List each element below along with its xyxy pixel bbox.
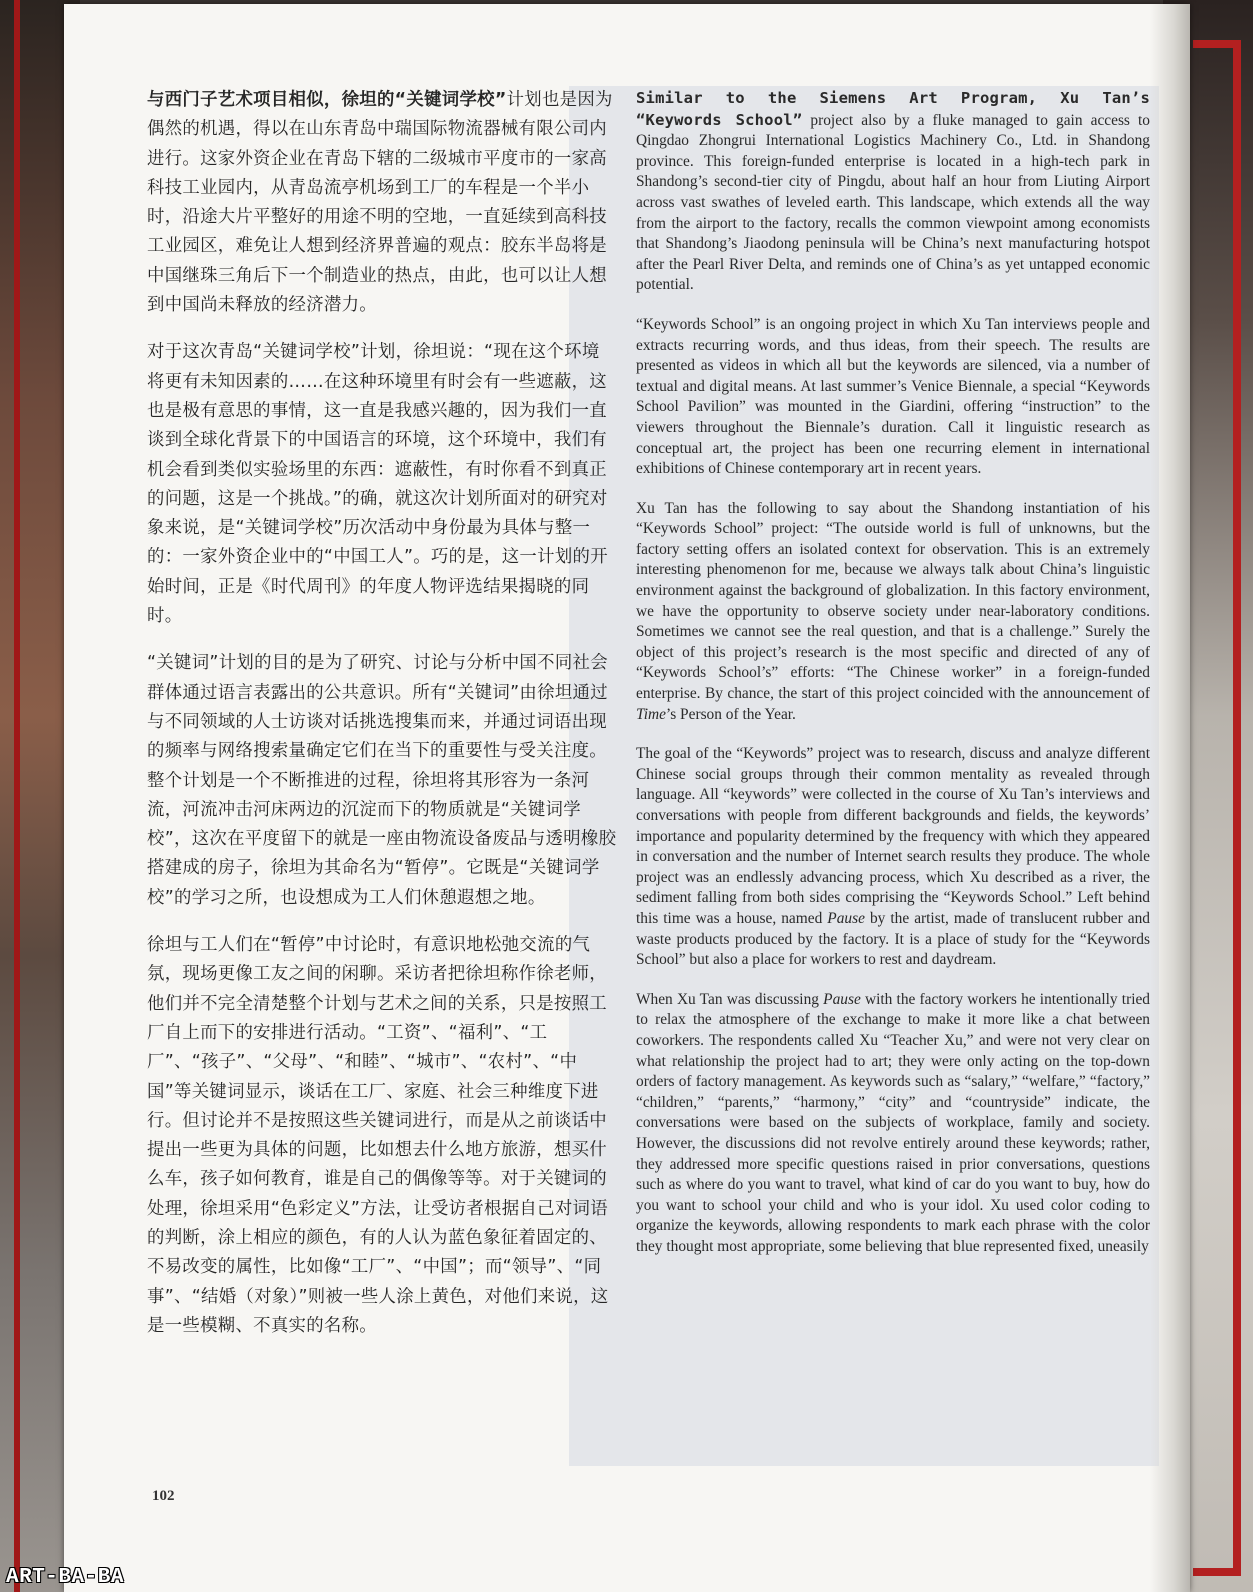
chinese-paragraph-4: 徐坦与工人们在“暂停”中讨论时，有意识地松弛交流的气氛，现场更像工友之间的闲聊。采访者把徐坦称作徐老师，他们并不完全清楚整个计划与艺术之间的关系，只是按照工厂自上而下的安排进行活动。“工资”、“福利”、“工厂”、“孩子”、“父母”、“和睦”、“城市”、“农村”、“中国”等关键词显示，谈话在工厂、家庭、社会三种维度下进行。但讨论并不是按照这些关键词进行，而是从之前谈话中提出一些更为具体的问题，比如想去什么地方旅游，想买什么车，孩子如何教育，谁是自己的偶像等等。对于关键词的处理，徐坦采用“色彩定义”方法，让受访者根据自己对词语的判断，涂上相应的颜色，有的人认为蓝色象征着固定的、不易改变的属性，比如像“工厂”、“中国”；而“领导”、“同事”、“结婚（对象）”则被一些人涂上黄色，对他们来说，这是一些模糊、不真实的名称。 — [147, 935, 609, 1336]
page-number: 102 — [152, 1488, 175, 1504]
artwork-title-italic: Pause — [823, 990, 861, 1008]
english-paragraph-3 — [636, 499, 1150, 726]
english-paragraph-5 — [636, 990, 1150, 1258]
english-paragraph-1 — [636, 88, 1150, 296]
red-frame-decoration — [1193, 40, 1241, 1576]
english-paragraph-2: “Keywords School” is an ongoing project in which Xu Tan interviews people and extracts recurring words, and thus ideas, from their speech. The results are presented as videos in which all but the keywords are silenced, via a number of textual and digital means. At last summer’s Venice Biennale, a special “Keywords School Pavilion” was mounted in the Giardini, offering “instruction” to the viewers throughout the Biennale’s duration. Call it linguistic research as conceptual art, the project has been one recurring element in international exhibitions of Chinese contemporary art in recent years. — [636, 315, 1150, 478]
english-paragraph-5-text: When Xu Tan was discussing — [636, 990, 824, 1008]
english-paragraph-1-text: project also by a fluke managed to gain access to Qingdao Zhongrui International Logistics Machinery Co., Ltd. in Shandong province. This foreign-funded enterprise is located in a high-tech park in Shandong’s second-tier city of Pingdu, about half an hour from Liuting Airport across vast swathes of leveled earth. This landscape, which extends all the way from the airport to the factory, recalls the common viewpoint among economists that Shandong’s Jiaodong peninsula will be China’s next manufacturing hotspot after the Pearl River Delta, and reminds one of China’s as yet untapped economic potential. — [636, 111, 1150, 294]
english-text-column — [636, 88, 1150, 1276]
page-fold-shadow — [1150, 4, 1190, 1592]
magazine-page — [64, 4, 1190, 1592]
artwork-title-italic: Pause — [827, 909, 865, 927]
english-paragraph-3-text: Xu Tan has the following to say about the Shandong instantiation of his “Keywords School” project: “The outside world is full of unknowns, but the factory setting offers an isolated context for observation. This is an extremely interesting phenomenon for me, because we always talk about China’s linguistic environment against the background of globalization. In this factory environment, we have the opportunity to observe society under near-laboratory conditions. Sometimes we cannot see the real question, and that is a challenge.” Surely the object of this project’s research is the most specific and directed of any of “Keywords School’s” efforts: “The Chinese worker” in a foreign-funded enterprise. By chance, the start of this project coincided with the announcement of — [636, 499, 1150, 703]
english-paragraph-4-text: The goal of the “Keywords” project was to research, discuss and analyze different Chinese social groups through their common mentality as revealed through language. All “keywords” were collected in the course of Xu Tan’s interviews and conversations with people from different backgrounds and fields, the keywords’ importance and popularity determined by the frequency with which they appeared in conversation and the number of Internet search results they produce. The whole project was an endlessly advancing process, which Xu described as a river, the sediment falling from both sides comprising the “Keywords School.” Left behind this time was a house, named — [636, 745, 1150, 927]
english-paragraph-4 — [636, 744, 1150, 971]
english-paragraph-5-end: with the factory workers he intentionally tried to relax the atmosphere of the exchange to make it more like a chat between coworkers. The respondents called Xu “Teacher Xu,” and were not very clear on what relationship the project had to art; they were only acting on the top-down orders of factory management. As keywords such as “salary,” “welfare,” “factory,” “children,” “parents,” “harmony,” “city” and “countryside” indicate, the conversations were based on the subjects of workplace, family and society. However, the discussions did not revolve entirely around these keywords; rather, they addressed more specific questions raised in prior conversations, questions such as where do you want to travel, what kind of car do you want to buy, how do you want to school your child and who is your idol. Xu used color coding to organize the keywords, allowing respondents to mark each phrase with the color they thought most appropriate, some believing that blue represented fixed, uneasily — [636, 990, 1150, 1255]
english-paragraph-4-end: by the artist, made of translucent rubber and waste products produced by the factory. It is a place of study for the “Keywords School” but also a place for workers to rest and daydream. — [636, 909, 1150, 969]
chinese-paragraph-1 — [147, 86, 617, 320]
english-paragraph-3-end: ’s Person of the Year. — [665, 705, 796, 723]
red-pipe-decoration — [14, 0, 20, 1592]
chinese-lead-text: 与西门子艺术项目相似，徐坦的“关键词学校” — [147, 90, 507, 110]
watermark-logo: ART-BA-BA — [6, 1566, 124, 1589]
magazine-title-italic: Time — [636, 705, 666, 723]
chinese-text-column — [147, 86, 617, 1359]
chinese-paragraph-2: 对于这次青岛“关键词学校”计划，徐坦说：“现在这个环境将更有未知因素的……在这种环境里有时会有一些遮蔽，这也是极有意思的事情，这一直是我感兴趣的，因为我们一直谈到全球化背景下的中国语言的环境，这个环境中，我们有机会看到类似实验场里的东西：遮蔽性，有时你看不到真正的问题，这是一个挑战。”的确，就这次计划所面对的研究对象来说，是“关键词学校”历次活动中身份最为具体与整一的：一家外资企业中的“中国工人”。巧的是，这一计划的开始时间，正是《时代周刊》的年度人物评选结果揭晓的同时。 — [147, 342, 608, 627]
chinese-paragraph-3: “关键词”计划的目的是为了研究、讨论与分析中国不同社会群体通过语言表露出的公共意识。所有“关键词”由徐坦通过与不同领域的人士访谈对话挑选搜集而来，并通过词语出现的频率与网络搜索量确定它们在当下的重要性与受关注度。整个计划是一个不断推进的过程，徐坦将其形容为一条河流，河流冲击河床两边的沉淀而下的物质就是“关键词学校”，这次在平度留下的就是一座由物流设备废品与透明橡胶搭建成的房子，徐坦为其命名为“暂停”。它既是“关键词学校”的学习之所，也设想成为工人们休憩遐想之地。 — [147, 653, 617, 908]
english-lead-heading: Similar to the Siemens Art Program, Xu Tan’s “Keywords School” — [636, 89, 1150, 129]
chinese-paragraph-1-text: 计划也是因为偶然的机遇，得以在山东青岛中瑞国际物流器械有限公司内进行。这家外资企业在青岛下辖的二级城市平度市的一家高科技工业园内，从青岛流亭机场到工厂的车程是一个半小时，沿途大片平整好的用途不明的空地，一直延续到高科技工业园区，难免让人想到经济界普遍的观点：胶东半岛将是中国继珠三角后下一个制造业的热点，由此，也可以让人想到中国尚未释放的经济潜力。 — [147, 90, 613, 316]
